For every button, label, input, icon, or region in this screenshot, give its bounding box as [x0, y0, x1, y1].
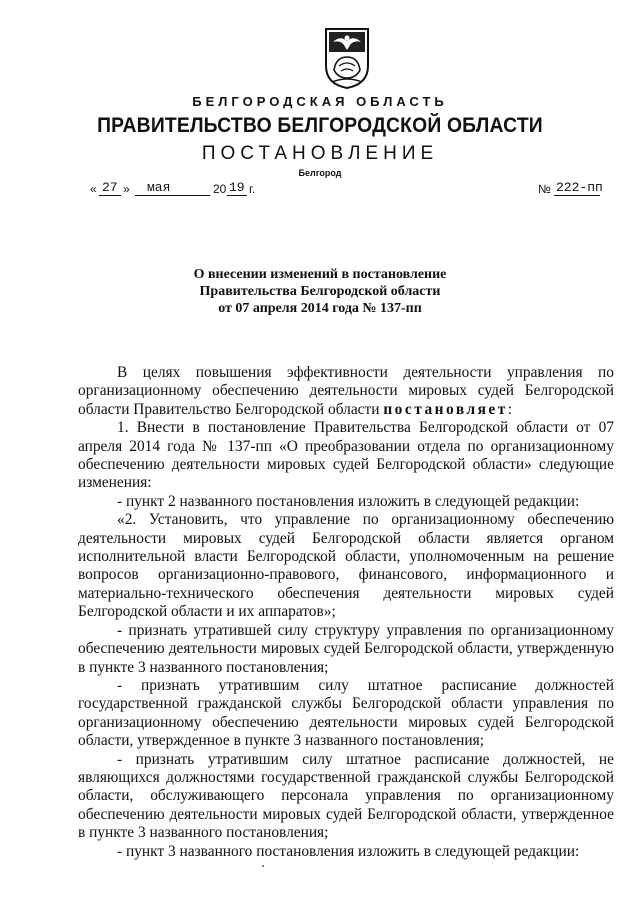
- paragraph-item-2-text: «2. Установить, что управление по организационному обеспечению деятельности мировых судей Белгородской области является органом исполнительной власти Белгородской области, уполномоченным на решение вопросов организационно-правового, финансового, информационного и материально-технического обеспечения деятельности мировых судей Белгородской области и их аппаратов»;: [78, 511, 614, 621]
- year-suffix: 19: [229, 180, 245, 195]
- title-line-1: О внесении изменений в постановление: [193, 267, 447, 282]
- coat-of-arms-emblem: [323, 26, 371, 90]
- preamble-emphasis: постановляет: [383, 400, 508, 418]
- date-open-quote: «: [90, 182, 97, 196]
- document-body: [78, 364, 614, 861]
- city-name: Белгород: [298, 168, 342, 178]
- title-line-3: от 07 апреля 2014 года № 137-пп: [218, 301, 422, 316]
- number-prefix: №: [538, 182, 551, 196]
- month-underline: [135, 195, 210, 196]
- paragraph-structure-void: - признать утратившей силу структуру управления по организационному обеспечению деятельности мировых судей Белгородской области, утвержденную в пункте 3 названного постановления;: [78, 621, 614, 676]
- paragraph-item-1: 1. Внести в постановление Правительства Белгородской области от 07 апреля 2014 года № 137-пп «О преобразовании отдела по организационному обеспечению деятельности мировых судей Белгородской области» следующие изменения:: [78, 419, 614, 492]
- government-name: ПРАВИТЕЛЬСТВО БЕЛГОРОДСКОЙ ОБЛАСТИ: [97, 114, 543, 137]
- year-underline: [227, 195, 247, 196]
- preamble-colon: :: [507, 400, 513, 418]
- region-name: БЕЛГОРОДСКАЯ ОБЛАСТЬ: [192, 94, 448, 109]
- paragraph-staff-civil-void: - признать утратившим силу штатное расписание должностей государственной гражданской службы Белгородской области управления по организационному обеспечению деятельности мировых судей Белгородской области, утвержденное в пункте 3 названного постановления;: [78, 676, 614, 750]
- day-underline: [99, 195, 121, 196]
- preamble-text: В целях повышения эффективности деятельности управления по организационному обеспечению деятельности мировых судей Белгородской области Правительство Белгородской области: [78, 364, 614, 418]
- paragraph-item-2-instruction: - пункт 2 названного постановления изложить в следующей редакции:: [117, 492, 580, 510]
- document-title: [0, 266, 640, 317]
- title-line-2: Правительства Белгородской области: [199, 284, 441, 299]
- year-label: г.: [249, 182, 256, 196]
- date-number-line: [90, 180, 603, 200]
- year-prefix: 20: [213, 182, 227, 196]
- date-month: мая: [147, 180, 171, 195]
- document-type: ПОСТАНОВЛЕНИЕ: [201, 143, 439, 164]
- paragraph-item-3-instruction: - пункт 3 названного постановления изложить в следующей редакции:: [117, 842, 580, 860]
- number-underline: [554, 195, 600, 196]
- document-number: 222-пп: [556, 180, 603, 195]
- date-close-quote: »: [123, 182, 130, 196]
- paragraph-preamble: [78, 364, 614, 419]
- paragraph-staff-other-void: - признать утратившим силу штатное расписание должностей, не являющихся должностями государственной гражданской службы Белгородской области, обслуживающего персонала управления по организационному обеспечению деятельности мировых судей Белгородской области, утвержденное в пункте 3 названного постановления;: [78, 750, 614, 842]
- page-speck: [262, 865, 264, 867]
- date-day: 27: [102, 180, 118, 195]
